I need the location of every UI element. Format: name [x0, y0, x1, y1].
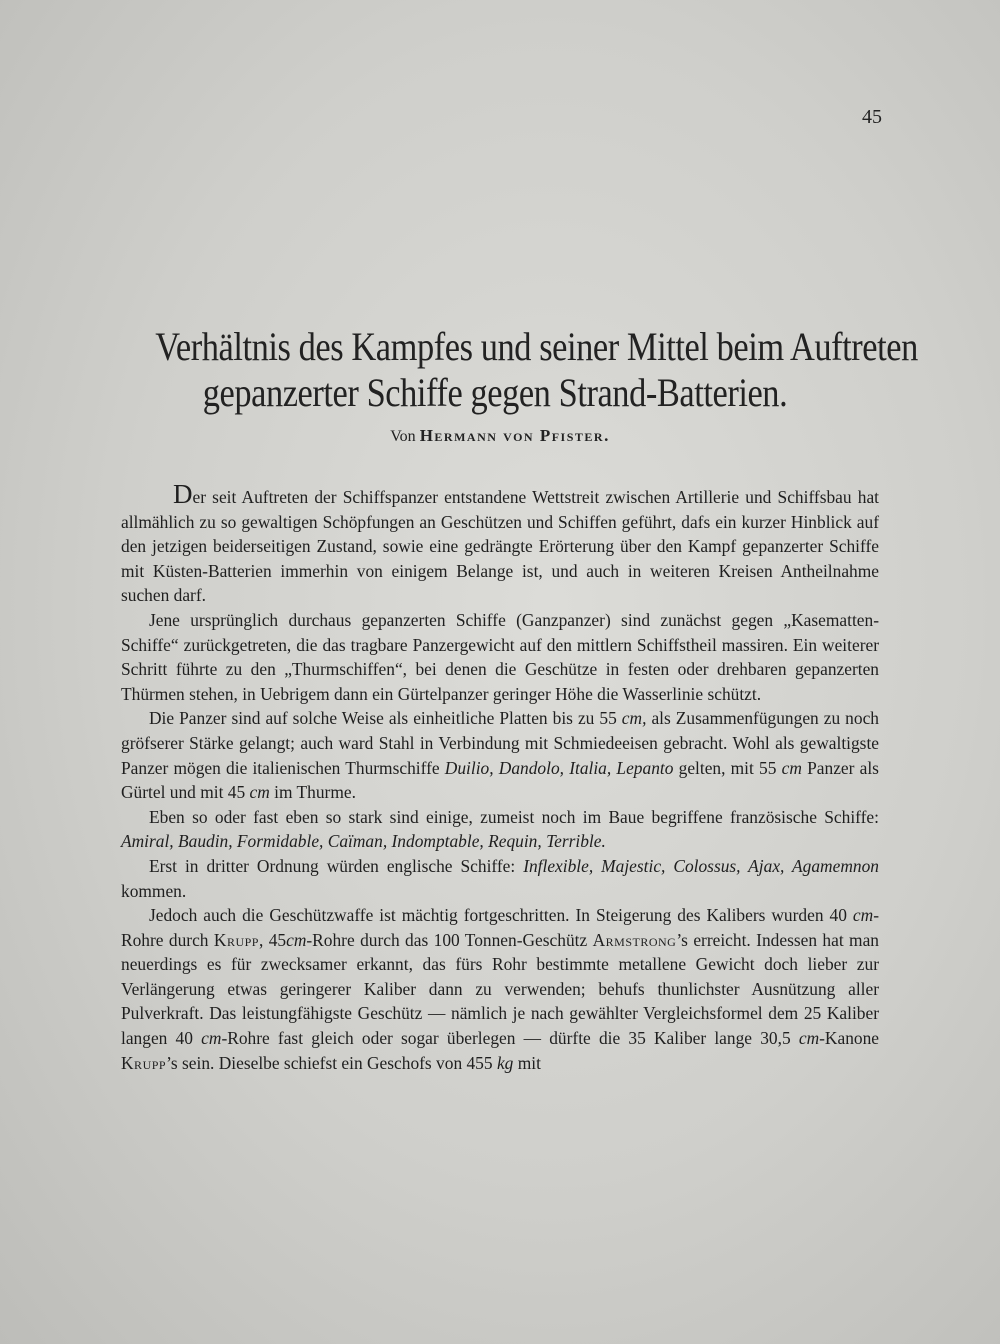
paragraph-1 [121, 479, 879, 608]
ship-names-english: Inflexible, Majestic, Colossus, Ajax, Agamemnon [523, 855, 879, 876]
article-title [155, 324, 918, 416]
unit-cm: cm, [621, 708, 647, 729]
p3-text-e: im Thurme. [274, 782, 356, 803]
p6-text-a: Jedoch auch die Geschützwaffe ist mächtig fortgeschritten. In Steigerung des Kalibers wurden 40 [149, 905, 847, 926]
unit-kg: kg [496, 1052, 514, 1073]
paragraph-4 [121, 805, 879, 854]
p6-text-c: , 45 [258, 929, 287, 950]
p6-text-h: ’s sein. Dieselbe schiefst ein Geschofs von 455 [166, 1052, 493, 1073]
name-krupp: Krupp [121, 1052, 167, 1073]
author-name: Hermann von Pfister. [419, 426, 610, 445]
p5-text-a: Erst in dritter Ordnung würden englische Schiffe: [149, 855, 516, 876]
paragraph-1-text: er seit Auftreten der Schiffspanzer entstandene Wettstreit zwischen Artillerie und Schiffsbau hat allmählich zu so gewaltigen Schöpfungen an Geschützen und Schiffen geführt, dafs ein kurzer Hinblick auf den jetzigen beiderseitigen Zustand, sowie eine gedrängte Erörterung über den Kampf gepanzerter Schiffe mit Küsten-Batterien immerhin von einigem Belange ist, und auch in weiteren Kreisen Antheilnahme suchen darf. [121, 487, 879, 606]
p6-text-e: ’s erreicht. Indessen hat man neuerdings es für zwecksamer erkannt, das fürs Rohr bestimmte metallene Gewicht doch lieber zur Verlängerung etwas geringerer Kaliber dann zu verwenden; behufs thunlichster Ausnützung aller Pulverkraft. Das leistungfähigste Geschütz — nämlich je nach gewählter Vergleichsformel dem 25 Kaliber langen 40 [121, 929, 879, 1049]
article-body [121, 479, 879, 1075]
ship-names-french: Amiral, Baudin, Formidable, Caïman, Indomptable, Requin, Terrible. [121, 831, 606, 852]
ship-names-italian: Duilio, Dandolo, Italia, Lepanto [444, 757, 674, 778]
p6-text-g: -Kanone [819, 1028, 879, 1049]
unit-cm: cm [286, 929, 307, 950]
p3-text-b: als Zusammenfügungen zu noch gröfserer Stärke gelangt; auch ward Stahl in Verbindung mit Schmiedeeisen gebracht. Wohl als gewaltigste Panzer mögen die italienischen Thurmschiffe [121, 708, 879, 778]
name-krupp: Krupp [213, 929, 259, 950]
p6-text-d: -Rohre durch das 100 Tonnen-Geschütz [306, 929, 588, 950]
unit-cm: cm [201, 1028, 222, 1049]
paragraph-3 [121, 706, 879, 804]
page-number: 45 [862, 106, 882, 128]
byline-prefix: Von [390, 428, 416, 445]
p6-text-b: -Rohre durch [121, 905, 879, 950]
paragraph-2: Jene ursprünglich durchaus gepanzerten Schiffe (Ganzpanzer) sind zunächst gegen „Kasematten-Schiffe“ zurückgetreten, die das tragbare Panzergewicht auf den mittlern Schiffstheil massiren. Ein weiterer Schritt führte zu den „Thurmschiffen“, bei denen die Geschütze in festen oder drehbaren gepanzerten Thürmen stehen, in Uebrigem dann ein Gürtelpanzer geringer Höhe die Wasserlinie schützt. [121, 609, 879, 704]
p4-text: Eben so oder fast eben so stark sind einige, zumeist noch im Baue begriffene französische Schiffe: [149, 806, 879, 827]
unit-cm: cm [852, 905, 874, 926]
unit-cm: cm [249, 782, 270, 803]
p5-text-b: kommen. [121, 880, 187, 901]
unit-cm: cm [781, 757, 802, 778]
p3-text-d: Panzer als Gürtel und mit 45 [121, 757, 879, 803]
p6-text-i: mit [517, 1052, 541, 1073]
byline [120, 426, 880, 446]
title-line-1: Verhältnis des Kampfes und seiner Mittel beim Auftreten [155, 324, 918, 369]
initial-letter: D [173, 479, 193, 509]
paragraph-6 [121, 903, 879, 1075]
p3-text-a: Die Panzer sind auf solche Weise als einheitliche Platten bis zu 55 [149, 708, 617, 729]
p6-text-f: -Rohre fast gleich oder sogar überlegen — dürfte die 35 Kaliber lange 30,5 [221, 1028, 791, 1049]
name-armstrong: Armstrong [592, 929, 677, 950]
unit-cm: cm [798, 1028, 820, 1049]
p3-text-c: gelten, mit 55 [678, 757, 777, 778]
paragraph-5 [121, 854, 879, 903]
title-line-2: gepanzerter Schiffe gegen Strand-Batterien. [202, 370, 788, 415]
